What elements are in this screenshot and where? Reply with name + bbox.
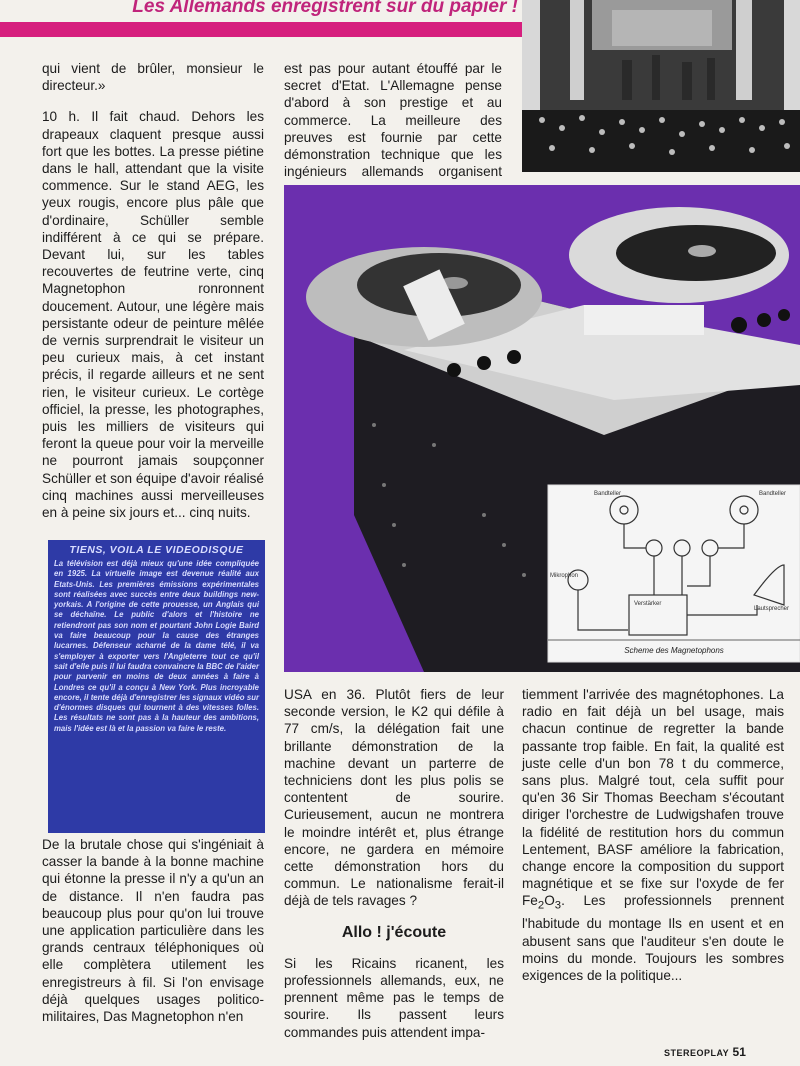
diagram-caption: Scheme des Magnetophons — [624, 646, 724, 655]
diagram-label: Bandteller — [594, 491, 622, 497]
paragraph: qui vient de brûler, monsieur le directeur.» — [42, 61, 264, 94]
sidebar-box — [48, 540, 265, 833]
sidebar-box-title: TIENS, VOILA LE VIDEODISQUE — [69, 544, 244, 556]
paragraph: est pas pour autant étouffé par le secret d'Etat. L'Allemagne pense d'abord à son prestige et au commerce. La meilleure des preuves est fournie par cette démonstration technique que les ingénieurs allemands organisent — [284, 61, 502, 180]
sidebar-box-text: La télévision est déjà mieux qu'une idée compliquée en 1925. La virtuelle image est devenue réalité aux Etats-Unis. Les premières émissions expérimentales sont réalisées avec succès entre deux buildings new-yorkais. A l'origine de cette prouesse, un Anglais qui se déchaîne. Le public d'alors et l'histoire ne retiendront pas son nom et pourtant John Logie Baird va faire beaucoup pour la cause des étranges lucarnes. Défenseur acharné de la dame télé, il va s'employer à exporter vers l'Angleterre tout ce qu'il sait d'elle puis il lui faudra convaincre la BBC de l'aider pour parvenir en moins de deux années à faire à Londres ce qu'il a conçu à New York. Plus incroyable encore, il tente déjà d'enregistrer les signaux vidéo sur d'énormes disques qui tournent à des vitesses folles. Les résultats ne sont pas à la hauteur des ambitions, mais l'idée est là et la passion va faire le reste. — [54, 559, 259, 733]
diagram-label: Verstärker — [634, 601, 662, 607]
concert-photo — [522, 0, 800, 172]
diagram-label: Bandteller — [759, 491, 787, 497]
magazine-name: STEREOPLAY — [664, 1048, 730, 1058]
paragraph: USA en 36. Plutôt fiers de leur seconde version, le K2 qui défile à 77 cm/s, la délégation fait une brillante démonstration de la machine devant un parterre de techniciens dont les plus polis se contentent de sourire. Curieusement, aucun ne montrera le moindre intérêt et, plus étrange encore, ne gardera en mémoire cette démonstration hors du commun. Le nationalisme ferait-il déjà de tels ravages ? — [284, 687, 504, 909]
column-2-bottom — [284, 686, 504, 1055]
column-1-bottom — [42, 836, 264, 1039]
page-title: Les Allemands enregistrent sur du papier ! — [132, 0, 518, 17]
paragraph: De la brutale chose qui s'ingéniait à casser la bande à la bonne machine qui étonne la presse il n'y a qu'un an de distance. Il n'en faudra pas beaucoup plus pour qu'on lui trouve une application particulière dans les grands centraux téléphoniques où elle complètera utilement les enregistreurs à fil. Si l'on envisage déjà quelques usages politico-militaires, Das Magnetophon n'en — [42, 837, 264, 1025]
magnetophon-photo — [284, 185, 800, 672]
paragraph: tiemment l'arrivée des magnétophones. La radio en fait déjà un bel usage, mais chacun continue de regretter la bande passante trop faible. En fait, la qualité est juste celle d'un bon 78 t du commerce, sans plus. Malgré tout, cela suffit pour qu'en 36 Sir Thomas Beecham s'écoutant diriger l'orchestre de Ludwigshafen trouve la fidélité de restitution hors du commun Lentement, BASF améliore la fabrication, change encore la composition du support magnétique et se fixe sur l'oxyde de fer $Fe_2O_3$. Les professionnels prennent l'habitude du montage Ils en usent et en abusent sans que l'auditeur s'en doute le moins du monde. Toujours les sombres exigences de la politique... — [522, 687, 784, 983]
page-footer — [664, 1045, 746, 1059]
diagram-label: Mikrophon — [550, 573, 579, 579]
page-number: 51 — [732, 1045, 746, 1059]
column-3-bottom — [522, 686, 784, 998]
column-1-top — [42, 60, 264, 535]
paragraph: Si les Ricains ricanent, les professionnels allemands, eux, ne prennent même pas le temps de sourire. Ils passent leurs commandes puis attendent impa- — [284, 955, 504, 1040]
header-pink-bar — [0, 22, 522, 37]
section-heading: Allo ! j'écoute — [341, 923, 447, 941]
paragraph: 10 h. Il fait chaud. Dehors les drapeaux claquent presque aussi fort que les bottes. La presse piétine dans le hall, attendant que la visite commence. Sur le stand AEG, les yeux rougis, encore plus pâle que d'ordinaire, Schüller semble indifférent à ce qui se prépare. Devant lui, sur les tables recouvertes de feutrine verte, cinq Magnetophon ronronnent doucement. Autour, une légère mais persistante odeur de peinture mêlée de vernis surprendrait le visiteur un peu curieux mais, à cet instant précis, il regarde ailleurs et ne sent rien, le visiteur curieux. Le cortège officiel, la presse, les photographes, puis les milliers de visiteurs qui feront la queue pour voir la merveille ne pourront jamais soupçonner Schüller et son équipe d'avoir réalisé cinq machines aussi merveilleuses en à peine six jours et... cinq nuits. — [42, 109, 264, 521]
schematic-diagram — [548, 485, 800, 662]
diagram-label: Lautsprecher — [754, 606, 790, 612]
